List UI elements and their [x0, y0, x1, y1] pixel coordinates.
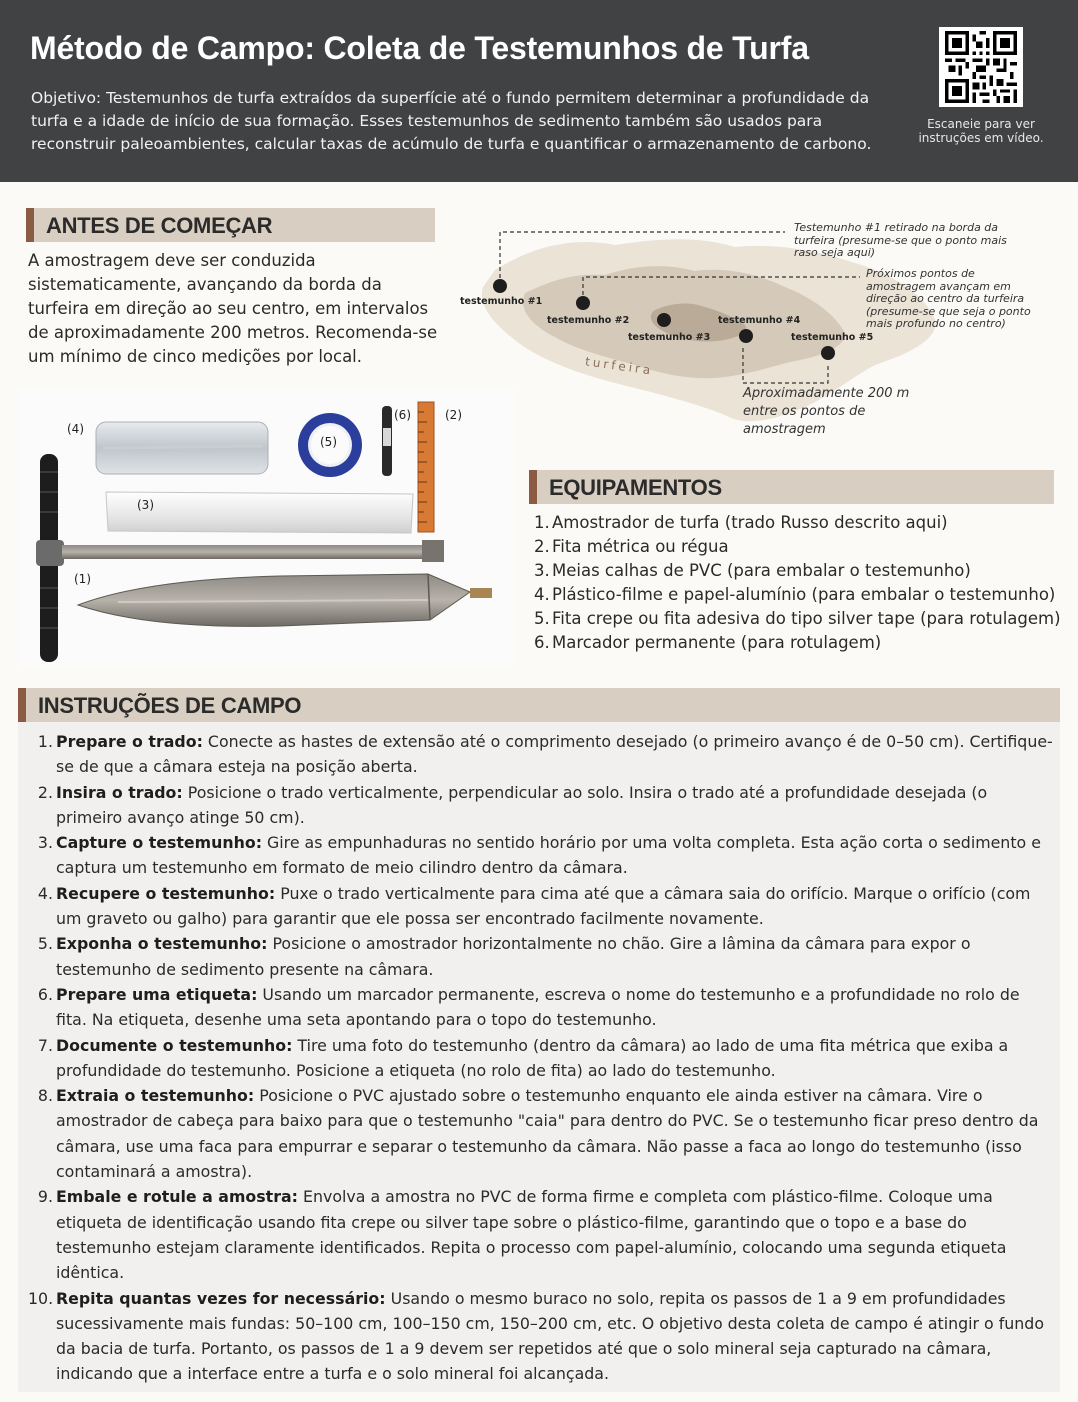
map-note-2: Próximos pontos de amostragem avançam em direção ao centro da turfeira (presume-se que seja o ponto mais profundo no centro)	[866, 267, 1031, 330]
equipment-item: 5. Fita crepe ou fita adesiva do tipo silver tape (para rotulagem)	[534, 609, 1061, 628]
section-header-before	[26, 208, 435, 242]
map-point-1	[493, 279, 507, 293]
map-label-4: testemunho #4	[718, 315, 801, 326]
map-note-3: Aproximadamente 200 m entre os pontos de amostragem	[743, 386, 910, 437]
instruction-step: 4. Recupere o testemunho: Puxe o trado verticalmente para cima até que a câmara saia do orifício. Marque o orifício (com um graveto ou galho) para garantir que ele possa ser encontrado facilmente novamente.	[37, 883, 1031, 929]
instruction-step: 6. Prepare uma etiqueta: Usando um marcador permanente, escreva o nome do testemunho e a profundidade no rolo de fita. Na etiqueta, desenhe uma seta apontando para o topo do testemunho.	[37, 984, 1020, 1030]
map-note-1: Testemunho #1 retirado na borda da turfeira (presume-se que o ponto mais raso seja aqui)	[794, 221, 1007, 259]
instruction-step: 9. Embale e rotule a amostra: Envolva a amostra no PVC de forma firme e completa com plástico-filme. Coloque uma etiqueta de identificação usando fita crepe ou silver tape sobre o plástico-filme, garantindo que o topo e a base do testemunho estejam claramente identificados. Repita o processo com papel-alumínio, colocando uma segunda etiqueta idêntica.	[37, 1187, 1007, 1283]
map-area-label: turfeira	[584, 354, 655, 378]
instruction-step: 3. Capture o testemunho: Gire as empunhaduras no sentido horário por uma volta completa. Esta ação corta o sedimento e captura um testemunho em formato de meio cilindro dentro da câmara.	[37, 833, 1041, 878]
instruction-step: 10. Repita quantas vezes for necessário: Usando o mesmo buraco no solo, repita os passos de 1 a 9 em profundidades sucessivamente mais fundas: 50–100 cm, 100–150 cm, 150–200 cm, etc. O objetivo desta coleta de campo é atingir o fundo da bacia de turfa. Portanto, os passos de 1 a 9 devem ser repetidos até que o solo mineral seja capturado na câmara, indicando que a interface entre a turfa e o solo mineral foi alcançada.	[28, 1288, 1044, 1384]
page-title: Método de Campo: Coleta de Testemunhos de Turfa	[30, 30, 809, 66]
equipment-item: 4. Plástico-filme e papel-alumínio (para embalar o testemunho)	[534, 585, 1056, 604]
objective-text: Objetivo: Testemunhos de turfa extraídos da superfície até o fundo permitem determinar a profundidade da turfa e a idade de início de sua formação. Esses testemunhos de sedimento também são usados para reconstruir paleoambientes, calcular taxas de acúmulo de turfa e quantificar o armazenamento de carbono.	[31, 89, 872, 153]
map-label-1: testemunho #1	[460, 296, 543, 307]
map-label-3: testemunho #3	[628, 332, 711, 343]
section-title-equipment: EQUIPAMENTOS	[549, 475, 722, 500]
sampling-map	[455, 215, 1065, 445]
section-title-instructions: INSTRUÇÕES DE CAMPO	[38, 693, 302, 718]
equipment-item: 3. Meias calhas de PVC (para embalar o testemunho)	[534, 561, 971, 580]
equipment-photo	[18, 388, 514, 666]
equipment-illustration	[18, 388, 514, 666]
map-point-4	[739, 329, 753, 343]
map-label-5: testemunho #5	[791, 332, 874, 343]
qr-caption: Escaneie para ver instruções em vídeo.	[918, 117, 1044, 145]
qr-code[interactable]	[939, 27, 1023, 107]
before-text: A amostragem deve ser conduzida sistematicamente, avançando da borda da turfeira em direção ao seu centro, em intervalos de aproximadamente 200 metros. Recomenda-se um mínimo de cinco medições por local.	[28, 251, 438, 366]
equipment-item: 2. Fita métrica ou régua	[534, 537, 729, 556]
equipment-item: 6. Marcador permanente (para rotulagem)	[534, 633, 882, 652]
photo-label-5: (5)	[320, 435, 337, 449]
equipment-item: 1. Amostrador de turfa (trado Russo descrito aqui)	[534, 513, 948, 532]
qr-code-icon	[943, 31, 1019, 103]
instruction-step: 8. Extraia o testemunho: Posicione o PVC ajustado sobre o testemunho enquanto ele ainda estiver na câmara. Vire o amostrador de cabeça para baixo para que o testemunho "caia" para dentro do PVC. Se o testemunho ficar preso dentro da câmara, use uma faca para empurrar e separar o testemunho da câmara. Não passe a faca ao longo do testemunho (isso contaminará a amostra).	[37, 1086, 1039, 1182]
photo-label-4: (4)	[67, 422, 84, 436]
photo-label-1: (1)	[74, 572, 91, 586]
photo-label-2: (2)	[445, 408, 462, 422]
instruction-step: 5. Exponha o testemunho: Posicione o amostrador horizontalmente no chão. Gire a lâmina da câmara para expor o testemunho de sedimento presente na câmara.	[37, 934, 971, 979]
section-header-equipment	[529, 470, 1054, 504]
map-point-5	[821, 346, 835, 360]
map-label-2: testemunho #2	[547, 315, 630, 326]
equipment-list	[534, 511, 1064, 655]
instruction-step: 1. Prepare o trado: Conecte as hastes de extensão até o comprimento desejado (o primeiro avanço é de 0–50 cm). Certifique-se de que a câmara esteja na posição aberta.	[37, 732, 1053, 777]
instruction-step: 2. Insira o trado: Posicione o trado verticalmente, perpendicular ao solo. Insira o trado até a profundidade desejada (o primeiro avanço atinge 50 cm).	[37, 782, 988, 827]
header-banner	[0, 0, 1078, 182]
photo-label-3: (3)	[137, 498, 154, 512]
map-point-3	[657, 313, 671, 327]
photo-label-6: (6)	[394, 408, 411, 422]
instruction-step: 7. Documente o testemunho: Tire uma foto do testemunho (dentro da câmara) ao lado de uma fita métrica que exiba a profundidade do testemunho. Posicione a etiqueta (no rolo de fita) ao lado do testemunho.	[37, 1035, 1009, 1080]
section-header-instructions	[18, 688, 1060, 722]
instructions-list	[28, 729, 1054, 1387]
map-point-2	[576, 296, 590, 310]
section-title-before: ANTES DE COMEÇAR	[46, 213, 273, 238]
